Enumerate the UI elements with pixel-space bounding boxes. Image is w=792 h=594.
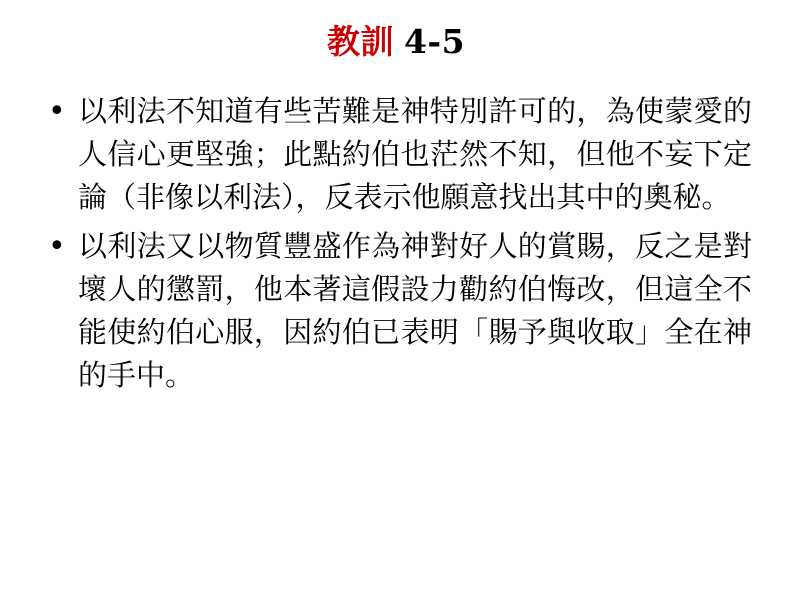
bullet-icon: • <box>48 94 66 129</box>
page-title-main: 教訓 <box>326 22 394 61</box>
bullet-icon: • <box>48 229 66 264</box>
bullet-list <box>48 90 752 403</box>
list-item <box>48 225 752 397</box>
page-title-number: 4-5 <box>403 22 466 61</box>
list-item-text: 以利法不知道有些苦難是神特別許可的，為使蒙愛的人信心更堅強；此點約伯也茫然不知，但他不妄下定論（非像以利法），反表示他願意找出其中的奧秘。 <box>78 94 752 214</box>
list-item <box>48 90 752 219</box>
list-item-text: 以利法又以物質豐盛作為神對好人的賞賜，反之是對壞人的懲罰，他本著這假設力勸約伯悔改，但這全不能使約伯心服，因約伯已表明「賜予與收取」全在神的手中。 <box>78 229 752 392</box>
page-title <box>0 22 792 62</box>
